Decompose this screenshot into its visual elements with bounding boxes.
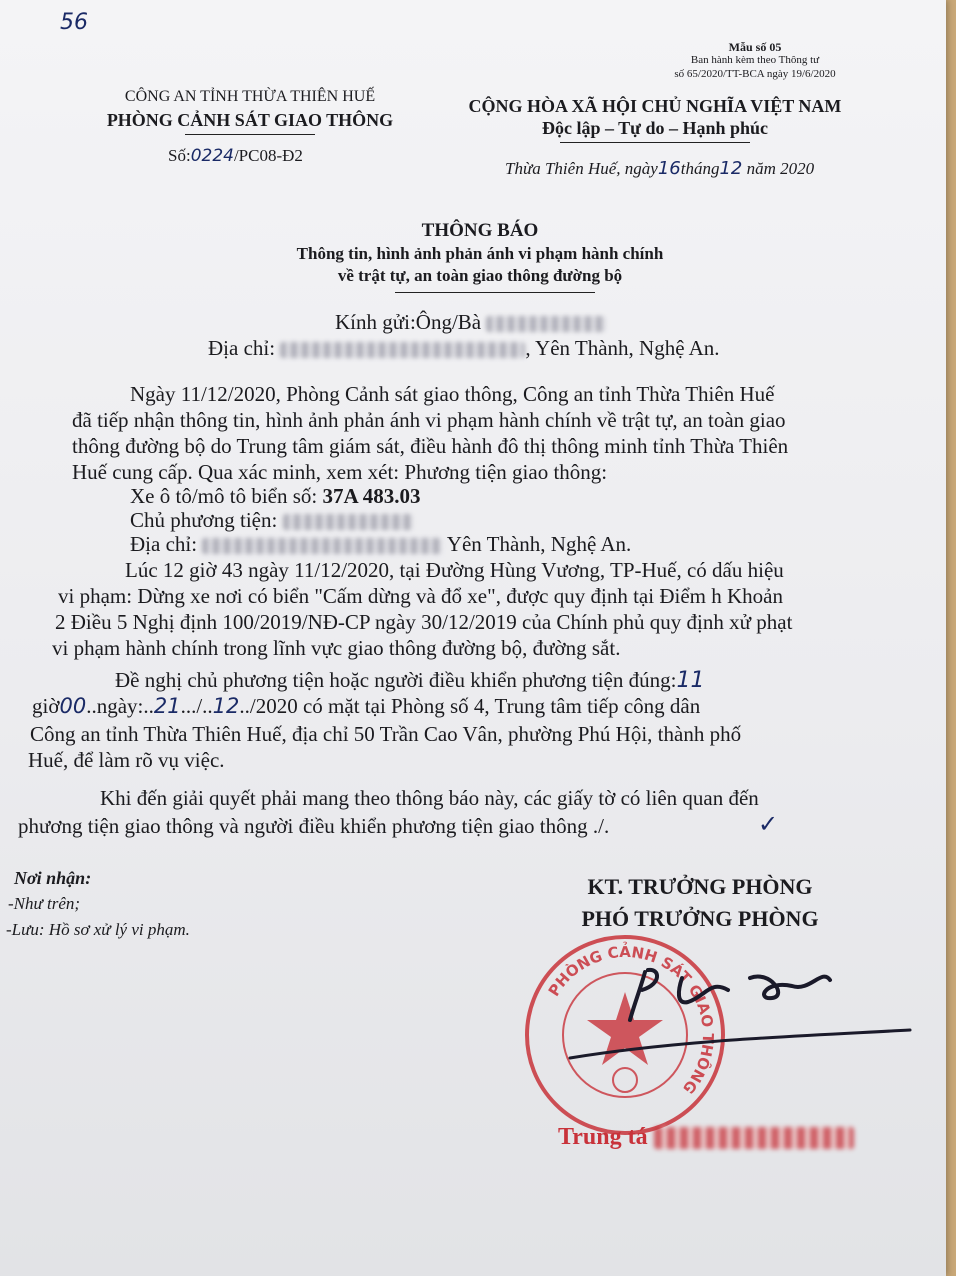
republic-line2: Độc lập – Tự do – Hạnh phúc <box>541 118 769 138</box>
signer-name: Trung tá <box>558 1124 854 1151</box>
title-underline <box>395 292 595 293</box>
body-p1-line: đã tiếp nhận thông tin, hình ảnh phản ánh vi phạm hành chính về trật tự, an toàn giao <box>72 408 786 432</box>
notice-title: THÔNG BÁO <box>421 220 539 241</box>
stamp-text: PHÒNG CẢNH SÁT GIAO THÔNG <box>544 942 718 1098</box>
document-date: Thừa Thiên Huế, ngày16tháng12 năm 2020 <box>505 158 815 179</box>
owner-address-line: Địa chỉ: Yên Thành, Nghệ An. <box>130 532 632 556</box>
recipient-line: Kính gửi:Ông/Bà <box>335 310 606 335</box>
handwritten-signature <box>560 950 920 1060</box>
signature-title-2: PHÓ TRƯỞNG PHÒNG <box>581 906 819 931</box>
agency-line1: CÔNG AN TỈNH THỪA THIÊN HUẾ <box>124 88 376 105</box>
agency-underline <box>185 134 315 135</box>
agency-line2: PHÒNG CẢNH SÁT GIAO THÔNG <box>106 110 394 130</box>
republic-underline <box>560 142 750 143</box>
redacted-address <box>280 342 525 358</box>
redacted-signer <box>654 1127 854 1149</box>
body-p3-line: giờ00..ngày:..21.../..12../2020 có mặt tại Phòng số 4, Trung tâm tiếp công dân <box>32 694 701 718</box>
signature-title-1: KT. TRƯỞNG PHÒNG <box>587 874 813 899</box>
body-p3-line: Huế, để làm rõ vụ việc. <box>28 748 225 772</box>
form-issued: Ban hành kèm theo Thông tư <box>690 54 820 66</box>
form-circular: số 65/2020/TT-BCA ngày 19/6/2020 <box>674 68 836 80</box>
body-p2-line: vi phạm hành chính trong lĩnh vực giao thông đường bộ, đường sắt. <box>52 636 621 660</box>
body-p1-line: Huế cung cấp. Qua xác minh, xem xét: Phương tiện giao thông: <box>72 460 608 484</box>
recipients-item: -Như trên; <box>8 894 81 913</box>
redacted-name <box>486 316 606 332</box>
body-p1-line: thông đường bộ do Trung tâm giám sát, điều hành đô thị thông minh tỉnh Thừa Thiên <box>72 434 789 458</box>
form-number: Mẫu số 05 <box>728 40 782 54</box>
body-p4-line: Khi đến giải quyết phải mang theo thông báo này, các giấy tờ có liên quan đến <box>100 786 759 810</box>
recipients-item: -Lưu: Hồ sơ xử lý vi phạm. <box>6 920 190 939</box>
body-p2-line: 2 Điều 5 Nghị định 100/2019/NĐ-CP ngày 30/12/2019 của Chính phủ quy định xử phạt <box>55 610 793 634</box>
handwritten-check: ✓ <box>758 810 779 838</box>
plate-number: 37A 483.03 <box>322 484 421 508</box>
ref-number: Số:0224/PC08-Đ2 <box>168 146 303 166</box>
recipients-title: Nơi nhận: <box>14 868 92 888</box>
body-p4-line: phương tiện giao thông và người điều khiển phương tiện giao thông ./. <box>18 814 610 838</box>
redacted-owner-address <box>202 538 442 554</box>
body-p2-line: vi phạm: Dừng xe nơi có biển "Cấm dừng và đổ xe", được quy định tại Điểm h Khoản <box>58 584 783 608</box>
body-p3-line: Đề nghị chủ phương tiện hoặc người điều khiển phương tiện đúng:11 <box>115 668 705 693</box>
recipient-address: Địa chỉ: , Yên Thành, Nghệ An. <box>208 336 720 360</box>
owner-line: Chủ phương tiện: <box>130 508 413 533</box>
body-p1-line: Ngày 11/12/2020, Phòng Cảnh sát giao thông, Công an tỉnh Thừa Thiên Huế <box>130 382 775 406</box>
body-p2-line: Lúc 12 giờ 43 ngày 11/12/2020, tại Đường Hùng Vương, TP-Huế, có dấu hiệu <box>125 558 784 582</box>
plate-line: Xe ô tô/mô tô biển số: 37A 483.03 <box>130 484 421 508</box>
notice-subtitle-1: Thông tin, hình ảnh phản ánh vi phạm hành chính <box>296 244 664 263</box>
notice-subtitle-2: về trật tự, an toàn giao thông đường bộ <box>337 266 623 285</box>
body-p3-line: Công an tỉnh Thừa Thiên Huế, địa chỉ 50 Trần Cao Vân, phường Phú Hội, thành phố <box>30 722 742 746</box>
republic-line1: CỘNG HÒA XÃ HỘI CHỦ NGHĨA VIỆT NAM <box>468 96 842 116</box>
redacted-owner <box>283 514 413 530</box>
handwritten-number: 56 <box>60 10 88 35</box>
